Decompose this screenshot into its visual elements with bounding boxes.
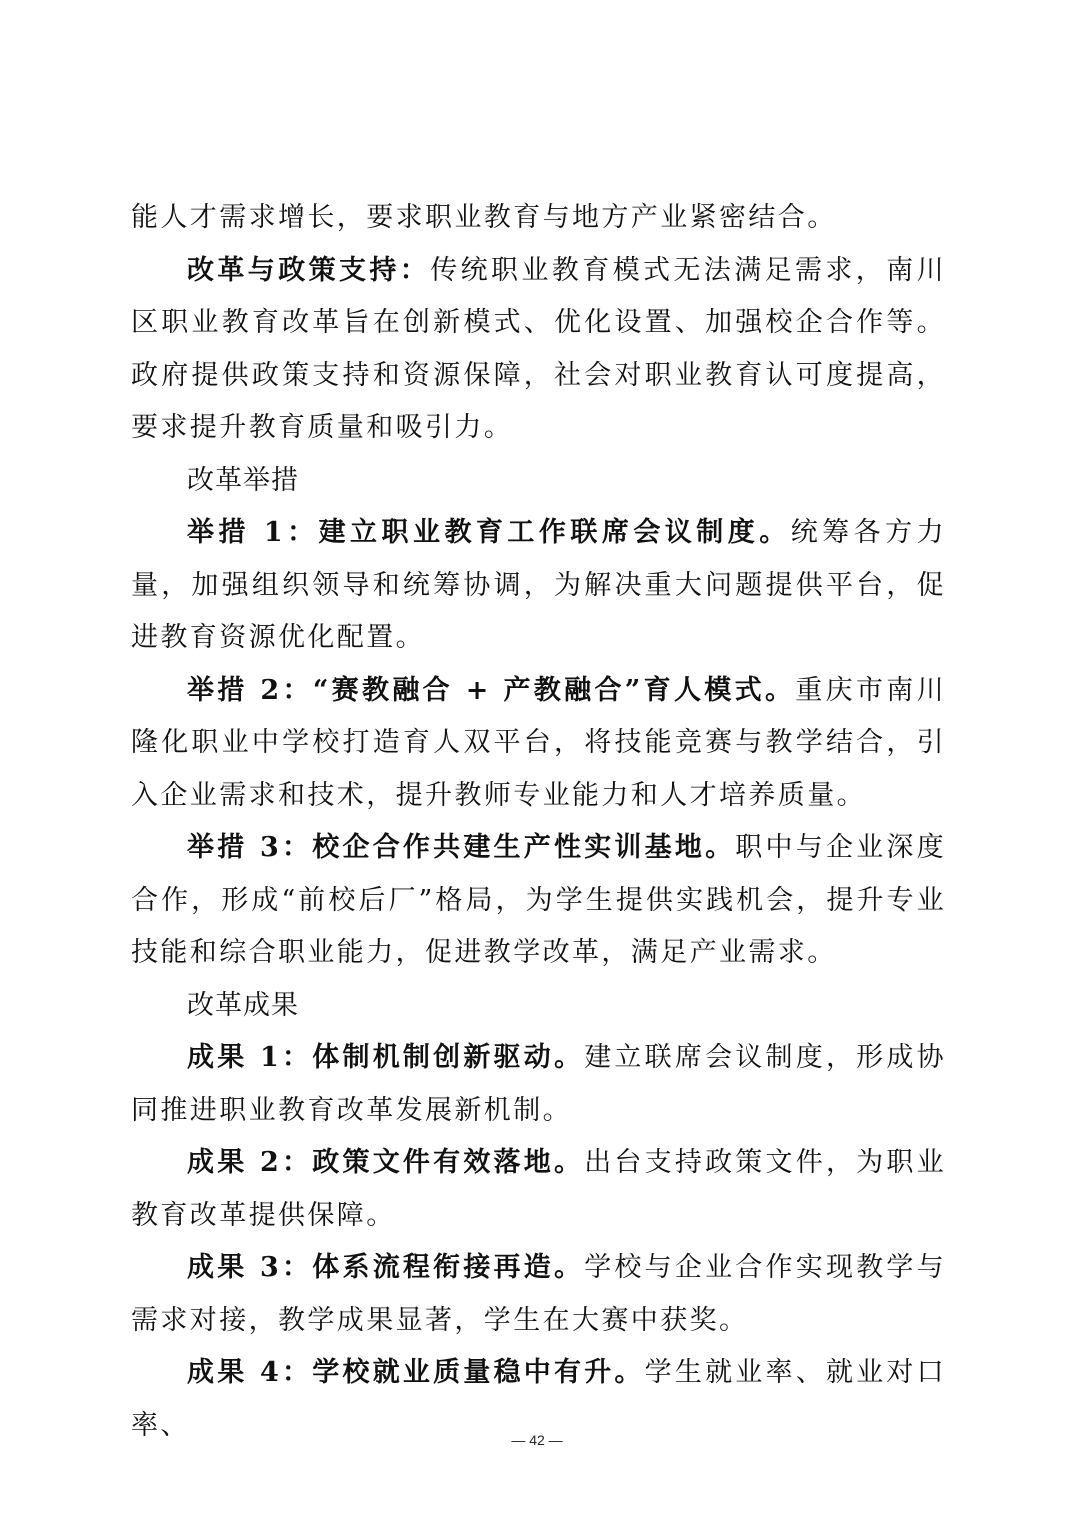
paragraph-body: 出台支持政策文件，为职业教育改革提供保障。 (131, 1147, 946, 1231)
paragraph-lead: 改革与政策支持： (187, 254, 431, 286)
section-heading-reform-measures: 改革举措 (187, 464, 299, 496)
paragraph-body: 统筹各方力量，加强组织领导和统筹协调，为解决重大问题提供平台，促进教育资源优化配置。 (131, 517, 947, 653)
paragraph-body: 职中与企业深度合作，形成“前校后厂”格局，为学生提供实践机会，提升专业技能和综合职业能力，促进教学改革，满足产业需求。 (131, 832, 946, 968)
paragraph-body: 学校与企业合作实现教学与需求对接，教学成果显著，学生在大赛中获奖。 (131, 1252, 946, 1336)
paragraph-lead: 举措 1：建立职业教育工作联席会议制度。 (187, 517, 791, 548)
paragraph-body: 传统职业教育模式无法满足需求，南川区职业教育改革旨在创新模式、优化设置、加强校企合作等。政府提供政策支持和资源保障，社会对职业教育认可度提高，要求提升教育质量和吸引力。 (131, 254, 946, 443)
paragraph-body: 建立联席会议制度，形成协同推进职业教育改革发展新机制。 (131, 1042, 946, 1126)
page-number: — 42 — (511, 1432, 563, 1448)
paragraph-reform-policy-support (131, 245, 946, 455)
paragraph-body: 学生就业率、就业对口率、 (131, 1357, 947, 1441)
section-heading-reform-results: 改革成果 (187, 989, 299, 1021)
paragraph-result-3 (131, 1242, 946, 1347)
paragraph-lead: 成果 2：政策文件有效落地。 (187, 1147, 585, 1178)
paragraph-continuation (131, 192, 946, 245)
paragraph-body: 能人才需求增长，要求职业教育与地方产业紧密结合。 (131, 202, 837, 233)
paragraph-measure-2 (131, 665, 946, 823)
document-body (131, 192, 946, 1452)
paragraph-measure-1 (131, 507, 946, 665)
paragraph-lead: 成果 4：学校就业质量稳中有升。 (187, 1357, 645, 1388)
paragraph-lead: 举措 2：“赛教融合 + 产教融合”育人模式。 (187, 674, 796, 706)
paragraph-measure-3 (131, 822, 946, 980)
paragraph-lead: 成果 1：体制机制创新驱动。 (187, 1042, 585, 1073)
paragraph-result-1 (131, 1032, 946, 1137)
paragraph-lead: 举措 3：校企合作共建生产性实训基地。 (187, 832, 736, 863)
paragraph-body: 重庆市南川隆化职业中学校打造育人双平台，将技能竞赛与教学结合，引入企业需求和技术，提升教师专业能力和人才培养质量。 (131, 674, 947, 811)
paragraph-lead: 成果 3：体系流程衔接再造。 (187, 1252, 585, 1283)
paragraph-result-2 (131, 1137, 946, 1242)
